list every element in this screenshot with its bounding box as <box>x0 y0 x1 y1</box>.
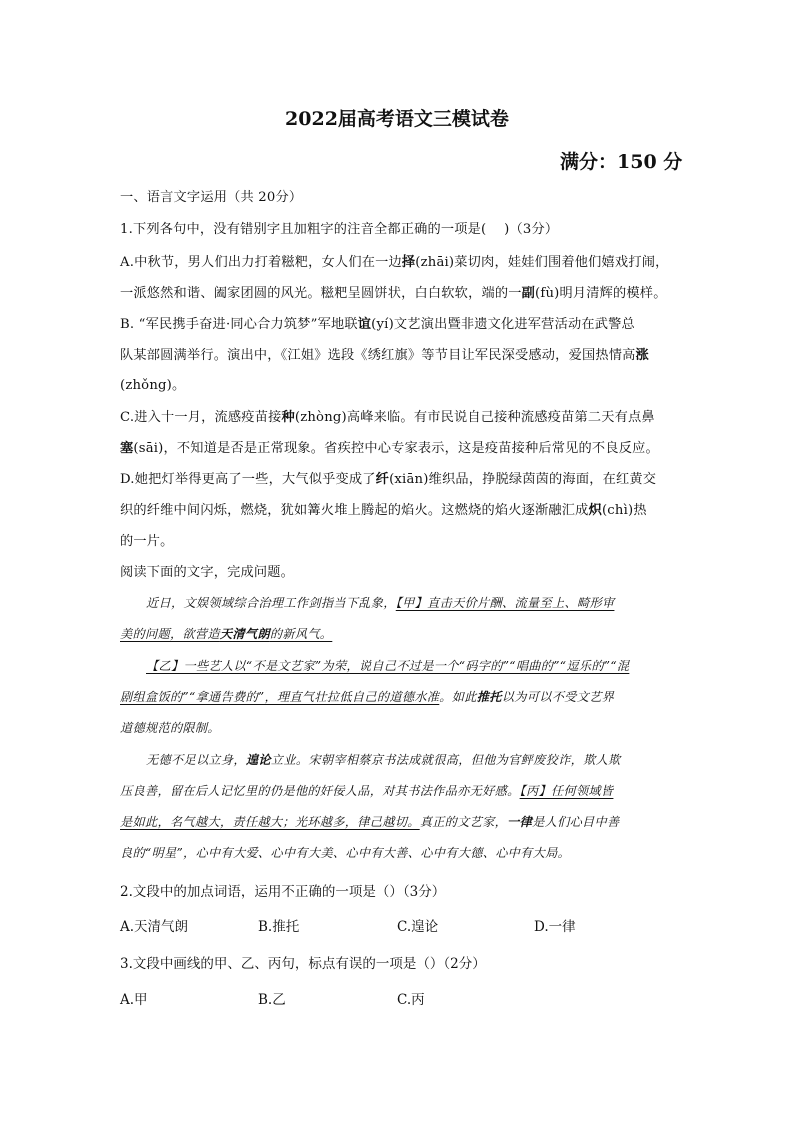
q1-option-d-line3: 的一片。 <box>120 534 174 549</box>
passage-p2-line1: 【乙】一些艺人以“不是文艺家”为荣，说自己不过是一个“码字的”“唱曲的”“逗乐的”“混 <box>146 659 630 673</box>
q1-option-c-line2: 塞(sāi)，不知道是否是正常现象。省疾控中心专家表示，这是疫苗接种后常见的不良反应。 <box>120 441 659 456</box>
passage-p1-line2: 美的问题，欲营造天清气朗的新风气。 <box>120 627 333 641</box>
reading-instruction: 阅读下面的文字，完成问题。 <box>120 565 295 580</box>
passage-p1-line1: 近日，文娱领域综合治理工作剑指当下乱象，【甲】直击天价片酬、流量至上、畸形审 <box>146 596 615 610</box>
q3-option-b[interactable]: B.乙 <box>258 992 286 1008</box>
q1-option-b-line1: B. “军民携手奋进·同心合力筑梦”军地联谊(yí)文艺演出暨非遗文化进军营活动在武警总 <box>120 317 635 332</box>
q1-option-b-line3: (zhǒng)。 <box>120 378 186 393</box>
q1-option-a-line1: A.中秋节，男人们出力打着糍粑，女人们在一边择(zhāi)菜切肉，娃娃们围着他们嬉戏打闹， <box>120 255 669 270</box>
q2-option-d[interactable]: D.一律 <box>534 919 576 935</box>
q2-option-a[interactable]: A.天清气朗 <box>120 919 189 935</box>
passage-p3-line3: 是如此，名气越大，责任越大；光环越多，律己越切。真正的文艺家，一律是人们心目中善 <box>120 815 620 829</box>
q3-option-c[interactable]: C.丙 <box>397 992 425 1008</box>
question-2-stem: 2.文段中的加点词语，运用不正确的一项是（）（3分） <box>120 884 446 900</box>
q1-option-d-line1: D.她把灯举得更高了一些，大气似乎变成了纤(xiān)维织品，挣脱绿茵茵的海面，在红黄交 <box>120 472 657 487</box>
section-heading: 一、语言文字运用（共 20分） <box>120 190 303 205</box>
q1-option-a-line2: 一派悠然和谐、阖家团圆的风光。糍粑呈圆饼状，白白软软，端的一副(fù)明月清辉的模样。 <box>120 286 667 301</box>
passage-p3-line1: 无德不足以立身，遑论立业。宋朝宰相蔡京书法成就很高，但他为官鲆废狡诈，欺人欺 <box>146 753 621 767</box>
q1-option-b-line2: 队某部圆满举行。演出中，《江姐》选段《绣红旗》等节目让军民深受感动，爱国热情高涨 <box>120 348 649 363</box>
passage-p2-line3: 道德规范的限制。 <box>120 721 220 735</box>
question-1-stem: 1.下列各句中，没有错别字且加粗字的注音全都正确的一项是( )（3分） <box>120 222 559 237</box>
exam-title: 2022届高考语文三模试卷 <box>285 108 509 130</box>
question-3-stem: 3.文段中画线的甲、乙、丙句，标点有误的一项是（）（2分） <box>120 956 486 972</box>
q2-option-b[interactable]: B.推托 <box>258 919 300 935</box>
passage-p3-line2: 压良善，留在后人记忆里的仍是他的奸佞人品，对其书法作品亦无好感。【丙】任何领域皆 <box>120 784 614 798</box>
q3-option-a[interactable]: A.甲 <box>120 992 148 1008</box>
passage-p3-line4: 良的“明星”，心中有大爱、心中有大美、心中有大善、心中有大德、心中有大局。 <box>120 846 571 860</box>
full-score: 满分：150 分 <box>560 151 683 173</box>
q1-option-c-line1: C.进入十一月，流感疫苗接种(zhòng)高峰来临。有市民说自己接种流感疫苗第二天有点鼻 <box>120 410 655 425</box>
q2-option-c[interactable]: C.遑论 <box>397 919 439 935</box>
passage-p2-line2: 剧组盒饭的”“拿通告费的”，理直气壮拉低自己的道德水准。如此推托以为可以不受文艺界 <box>120 690 615 704</box>
q1-option-d-line2: 织的纤维中间闪烁，燃烧，犹如篝火堆上腾起的焰火。这燃烧的焰火逐渐融汇成炽(chì)热 <box>120 503 647 518</box>
